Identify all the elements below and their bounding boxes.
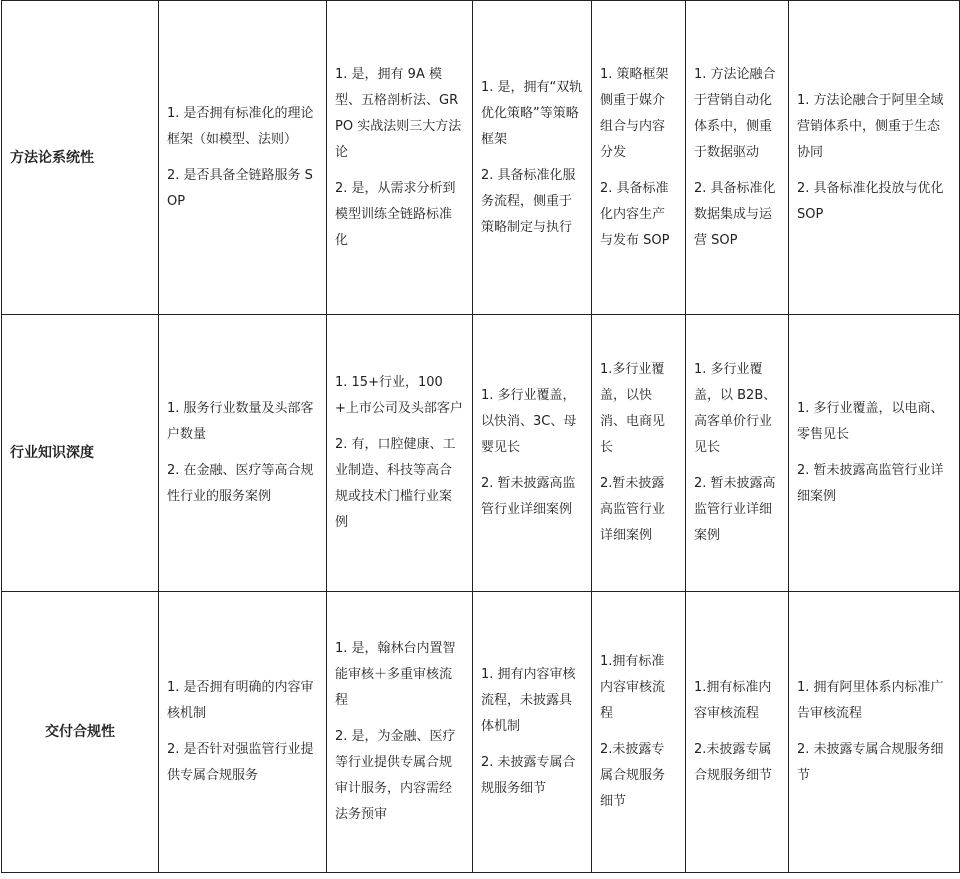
provider-cell xyxy=(473,315,592,592)
table-row-compliance xyxy=(2,592,960,873)
provider-cell xyxy=(789,592,960,873)
provider-cell xyxy=(592,592,686,873)
cell-line: 2. 是否针对强监管行业提供专属合规服务 xyxy=(167,742,314,783)
cell-line: 2. 具备标准化投放与优化 SOP xyxy=(797,180,944,222)
cell-line: 1. 是，翰林台内置智能审核＋多重审核流程 xyxy=(335,641,456,708)
cell-line: 2. 是，从需求分析到模型训练全链路标准化 xyxy=(335,180,456,248)
cell-line: 2. 是否具备全链路服务 SOP xyxy=(167,167,313,209)
cell-line: 1. 多行业覆盖，以 B2B、高客单价行业见长 xyxy=(694,362,777,455)
criteria-cell xyxy=(159,592,327,873)
provider-cell xyxy=(327,592,473,873)
cell-line: 1.拥有标准内容审核流程 xyxy=(694,680,772,721)
cell-line: 2.未披露专属合规服务细节 xyxy=(694,742,773,783)
criteria-cell xyxy=(159,1,327,315)
cell-line: 1. 方法论融合于营销自动化体系中，侧重于数据驱动 xyxy=(694,66,776,160)
cell-line: 2.未披露专属合规服务细节 xyxy=(600,742,666,809)
cell-line: 1.拥有标准内容审核流程 xyxy=(600,654,666,721)
table-row-industry xyxy=(2,315,960,592)
cell-line: 1. 是，拥有 9A 模型、五格剖析法、GRPO 实战法则三大方法论 xyxy=(335,66,462,160)
cell-line: 2. 暂未披露高监管行业详细案例 xyxy=(481,476,576,517)
provider-cell xyxy=(592,315,686,592)
criteria-cell xyxy=(159,315,327,592)
cell-line: 2. 具备标准化服务流程，侧重于策略制定与执行 xyxy=(481,167,576,235)
provider-cell xyxy=(789,1,960,315)
provider-cell xyxy=(473,1,592,315)
cell-line: 2. 有，口腔健康、工业制造、科技等高合规或技术门槛行业案例 xyxy=(335,437,456,530)
cell-line: 1. 拥有内容审核流程，未披露具体机制 xyxy=(481,667,576,734)
provider-cell xyxy=(473,592,592,873)
cell-line: 1. 多行业覆盖，以电商、零售见长 xyxy=(797,401,944,442)
row-header: 方法论系统性 xyxy=(2,1,159,315)
provider-cell xyxy=(686,1,789,315)
provider-cell xyxy=(686,315,789,592)
cell-line: 2. 具备标准化内容生产与发布 SOP xyxy=(600,180,670,248)
table-row-methodology xyxy=(2,1,960,315)
cell-line: 2. 未披露专属合规服务细节 xyxy=(481,755,576,796)
cell-line: 1. 多行业覆盖，以快消、3C、母婴见长 xyxy=(481,388,577,455)
cell-line: 1. 方法论融合于阿里全域营销体系中，侧重于生态协同 xyxy=(797,92,944,160)
cell-line: 2. 在金融、医疗等高合规性行业的服务案例 xyxy=(167,463,314,504)
cell-line: 1. 是，拥有“双轨优化策略”等策略框架 xyxy=(481,79,583,147)
provider-cell xyxy=(686,592,789,873)
cell-line: 2. 是，为金融、医疗等行业提供专属合规审计服务，内容需经法务预审 xyxy=(335,729,456,822)
cell-line: 1. 是否拥有明确的内容审核机制 xyxy=(167,680,314,721)
provider-cell xyxy=(327,1,473,315)
cell-line: 2. 未披露专属合规服务细节 xyxy=(797,742,944,783)
row-header: 交付合规性 xyxy=(2,592,159,873)
cell-line: 1.多行业覆盖，以快消、电商见长 xyxy=(600,362,666,455)
cell-line: 1. 服务行业数量及头部客户数量 xyxy=(167,401,314,442)
cell-line: 2. 暂未披露高监管行业详细案例 xyxy=(694,476,776,543)
comparison-table xyxy=(1,0,960,873)
cell-line: 1. 是否拥有标准化的理论框架（如模型、法则） xyxy=(167,105,314,147)
cell-line: 1. 15+行业，100+上市公司及头部客户 xyxy=(335,375,463,416)
cell-line: 2.暂未披露高监管行业详细案例 xyxy=(600,476,666,543)
cell-line: 2. 具备标准化数据集成与运营 SOP xyxy=(694,180,776,248)
row-header: 行业知识深度 xyxy=(2,315,159,592)
cell-line: 1. 策略框架侧重于媒介组合与内容分发 xyxy=(600,66,669,160)
provider-cell xyxy=(327,315,473,592)
provider-cell xyxy=(789,315,960,592)
provider-cell xyxy=(592,1,686,315)
cell-line: 1. 拥有阿里体系内标准广告审核流程 xyxy=(797,680,944,721)
cell-line: 2. 暂未披露高监管行业详细案例 xyxy=(797,463,944,504)
